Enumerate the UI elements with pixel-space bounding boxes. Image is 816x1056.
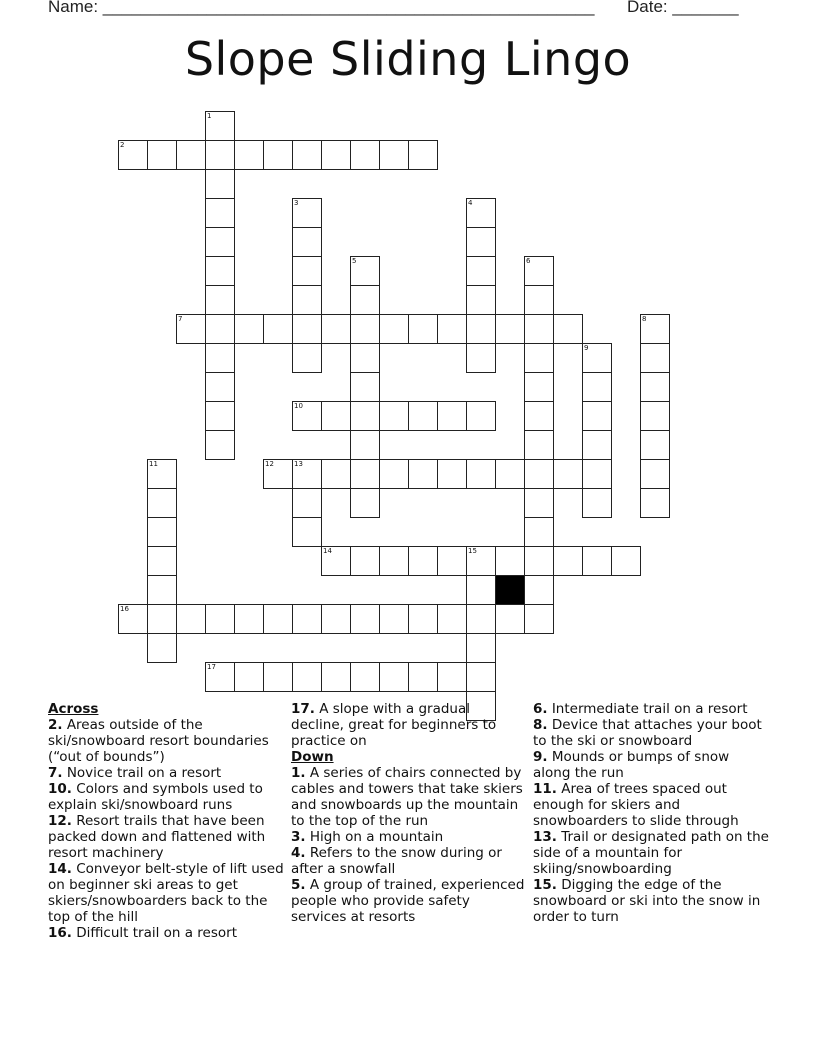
crossword-cell[interactable] [263, 140, 293, 170]
crossword-cell[interactable] [466, 343, 496, 373]
crossword-cell[interactable] [205, 314, 235, 344]
crossword-cell[interactable] [466, 662, 496, 692]
clue-text: Colors and symbols used to explain ski/snowboard runs [48, 781, 263, 813]
crossword-cell[interactable] [292, 604, 322, 634]
crossword-cell[interactable] [437, 314, 467, 344]
crossword-cell[interactable] [147, 488, 177, 518]
crossword-cell[interactable] [408, 546, 438, 576]
clue-item [533, 701, 769, 717]
crossword-cell[interactable] [379, 459, 409, 489]
crossword-cell[interactable] [205, 430, 235, 460]
clue-item [48, 813, 284, 861]
clue-number-label: 1 [207, 112, 212, 120]
crossword-cell[interactable] [582, 401, 612, 431]
across-clue-list [48, 717, 284, 941]
clue-text: A group of trained, experienced people who provide safety services at resorts [291, 877, 525, 925]
crossword-cell[interactable] [524, 459, 554, 489]
clues-column-3 [533, 701, 769, 925]
crossword-cell[interactable] [350, 546, 380, 576]
date-field-label: Date: _______ [627, 0, 739, 16]
clue-item [291, 877, 527, 925]
crossword-cell[interactable] [582, 546, 612, 576]
crossword-cell[interactable] [640, 430, 670, 460]
crossword-cell[interactable] [640, 488, 670, 518]
clue-number-label: 8 [642, 315, 647, 323]
clue-number-label: 13 [294, 460, 303, 468]
clue-number-label: 4 [468, 199, 473, 207]
crossword-cell[interactable] [582, 488, 612, 518]
crossword-cell[interactable] [524, 285, 554, 315]
crossword-cell[interactable] [205, 343, 235, 373]
crossword-cell[interactable] [640, 372, 670, 402]
crossword-cell[interactable] [495, 459, 525, 489]
crossword-cell[interactable] [147, 140, 177, 170]
clue-item [291, 845, 527, 877]
clue-item [48, 717, 284, 765]
crossword-cell[interactable] [466, 314, 496, 344]
crossword-cell[interactable] [292, 285, 322, 315]
crossword-cell[interactable] [350, 604, 380, 634]
clue-text: Difficult trail on a resort [71, 925, 238, 941]
crossword-cell[interactable] [524, 488, 554, 518]
crossword-cell[interactable] [640, 459, 670, 489]
clue-text: High on a mountain [305, 829, 444, 845]
crossword-cell[interactable] [408, 604, 438, 634]
clue-text: A series of chairs connected by cables and towers that take skiers and snowboards up the mountain to the top of the run [291, 765, 523, 829]
crossword-cell[interactable] [582, 372, 612, 402]
crossword-cell[interactable] [263, 604, 293, 634]
crossword-cell[interactable] [524, 546, 554, 576]
clue-item [533, 717, 769, 749]
clue-number-label: 16 [120, 605, 129, 613]
clue-number: 9. [533, 749, 548, 765]
crossword-cell[interactable] [524, 314, 554, 344]
clue-number: 16. [48, 925, 72, 941]
crossword-cell[interactable] [437, 546, 467, 576]
crossword-cell[interactable] [379, 546, 409, 576]
crossword-cell[interactable] [640, 343, 670, 373]
clue-text: Areas outside of the ski/snowboard resort boundaries (“out of bounds”) [48, 717, 269, 765]
down-clue-list [291, 765, 527, 925]
clue-number-label: 3 [294, 199, 299, 207]
crossword-cell[interactable] [379, 314, 409, 344]
crossword-cell[interactable] [321, 314, 351, 344]
clue-text: Digging the edge of the snowboard or ski into the snow in order to turn [533, 877, 761, 925]
clue-number-label: 2 [120, 141, 125, 149]
clue-number: 8. [533, 717, 548, 733]
clue-number: 4. [291, 845, 306, 861]
clue-number-label: 9 [584, 344, 589, 352]
crossword-cell[interactable] [524, 343, 554, 373]
crossword-cell[interactable] [437, 459, 467, 489]
clue-number-label: 17 [207, 663, 216, 671]
crossword-cell[interactable] [495, 604, 525, 634]
crossword-cell[interactable] [292, 343, 322, 373]
crossword-cell[interactable] [466, 575, 496, 605]
crossword-cell[interactable] [582, 430, 612, 460]
clue-text: Resort trails that have been packed down and flattened with resort machinery [48, 813, 266, 861]
crossword-cell[interactable] [147, 604, 177, 634]
crossword-cell[interactable] [147, 517, 177, 547]
crossword-cell[interactable] [350, 285, 380, 315]
clue-number-label: 14 [323, 547, 332, 555]
clue-item [48, 861, 284, 925]
crossword-cell[interactable] [379, 662, 409, 692]
crossword-cell[interactable] [350, 314, 380, 344]
crossword-cell[interactable] [408, 401, 438, 431]
clue-number: 13. [533, 829, 557, 845]
clue-number: 6. [533, 701, 548, 717]
clue-text: Trail or designated path on the side of a mountain for skiing/snowboarding [533, 829, 769, 877]
clue-number-label: 10 [294, 402, 303, 410]
clue-text: Conveyor belt-style of lift used on beginner ski areas to get skiers/snowboarders back to the top of the hill [48, 861, 284, 925]
crossword-cell[interactable] [408, 662, 438, 692]
clue-item [291, 829, 527, 845]
clue-number: 15. [533, 877, 557, 893]
clue-number: 12. [48, 813, 72, 829]
clue-number-label: 11 [149, 460, 158, 468]
crossword-cell[interactable] [292, 662, 322, 692]
crossword-cell[interactable] [350, 430, 380, 460]
clue-number-label: 12 [265, 460, 274, 468]
clue-number-label: 5 [352, 257, 357, 265]
crossword-cell[interactable] [466, 256, 496, 286]
across-heading: Across [48, 701, 99, 717]
clue-text: Novice trail on a resort [62, 765, 222, 781]
crossword-cell[interactable] [205, 227, 235, 257]
crossword-cell[interactable] [205, 169, 235, 199]
clue-item [533, 781, 769, 829]
crossword-cell[interactable] [234, 604, 264, 634]
crossword-cell[interactable] [524, 401, 554, 431]
crossword-cell[interactable] [524, 430, 554, 460]
crossword-cell[interactable] [379, 604, 409, 634]
crossword-cell[interactable] [321, 459, 351, 489]
crossword-cell[interactable] [147, 575, 177, 605]
crossword-cell[interactable] [205, 198, 235, 228]
crossword-cell[interactable] [147, 546, 177, 576]
clue-number: 17. [291, 701, 315, 717]
clue-number-label: 7 [178, 315, 183, 323]
crossword-cell[interactable] [205, 285, 235, 315]
crossword-cell[interactable] [263, 662, 293, 692]
crossword-cell[interactable] [350, 140, 380, 170]
crossword-cell[interactable] [350, 662, 380, 692]
crossword-cell[interactable] [553, 459, 583, 489]
crossword-cell[interactable] [524, 372, 554, 402]
crossword-cell[interactable] [321, 662, 351, 692]
crossword-cell[interactable] [176, 140, 206, 170]
clue-item [533, 877, 769, 925]
clue-number-label: 6 [526, 257, 531, 265]
clues-column-2 [291, 701, 527, 925]
crossword-cell[interactable] [611, 546, 641, 576]
clues-column-1 [48, 701, 284, 941]
crossword-cell[interactable] [350, 401, 380, 431]
clue-number-label: 15 [468, 547, 477, 555]
crossword-cell[interactable] [292, 227, 322, 257]
crossword-cell[interactable] [408, 459, 438, 489]
crossword-cell[interactable] [205, 604, 235, 634]
crossword-cell[interactable] [205, 401, 235, 431]
crossword-cell[interactable] [292, 488, 322, 518]
crossword-cell[interactable] [437, 662, 467, 692]
down-clue-list-continued [533, 701, 769, 925]
crossword-cell[interactable] [147, 633, 177, 663]
crossword-cell[interactable] [495, 546, 525, 576]
crossword-cell[interactable] [408, 140, 438, 170]
crossword-cell[interactable] [234, 662, 264, 692]
crossword-cell[interactable] [379, 401, 409, 431]
crossword-cell[interactable] [350, 343, 380, 373]
clue-number: 14. [48, 861, 72, 877]
crossword-cell[interactable] [437, 401, 467, 431]
crossword-cell[interactable] [466, 227, 496, 257]
crossword-cell[interactable] [524, 604, 554, 634]
crossword-cell[interactable] [350, 372, 380, 402]
crossword-cell[interactable] [466, 401, 496, 431]
across-clue-list-continued [291, 701, 527, 749]
clue-number: 7. [48, 765, 63, 781]
crossword-cell[interactable] [292, 517, 322, 547]
clue-text: Area of trees spaced out enough for skiers and snowboarders to slide through [533, 781, 739, 829]
crossword-cell[interactable] [292, 256, 322, 286]
clue-item [533, 829, 769, 877]
clue-number: 10. [48, 781, 72, 797]
crossword-cell[interactable] [466, 604, 496, 634]
clue-number: 11. [533, 781, 557, 797]
crossword-cell[interactable] [350, 459, 380, 489]
clue-text: Refers to the snow during or after a snowfall [291, 845, 502, 877]
crossword-cell[interactable] [524, 575, 554, 605]
crossword-cell[interactable] [234, 314, 264, 344]
crossword-cell[interactable] [524, 517, 554, 547]
clue-text: Device that attaches your boot to the ski or snowboard [533, 717, 762, 749]
clue-number: 3. [291, 829, 306, 845]
name-field-label: Name: ____________________________________________________ [48, 0, 595, 16]
crossword-cell[interactable] [234, 140, 264, 170]
crossword-cell[interactable] [437, 604, 467, 634]
crossword-cell[interactable] [292, 314, 322, 344]
clue-number: 2. [48, 717, 63, 733]
clue-item [48, 925, 284, 941]
crossword-cell[interactable] [205, 372, 235, 402]
crossword-cell[interactable] [321, 604, 351, 634]
page-title: Slope Sliding Lingo [184, 32, 632, 86]
crossword-cell[interactable] [321, 140, 351, 170]
crossword-cell[interactable] [379, 140, 409, 170]
clue-number: 1. [291, 765, 306, 781]
crossword-cell[interactable] [582, 459, 612, 489]
crossword-cell[interactable] [292, 140, 322, 170]
crossword-cell[interactable] [640, 401, 670, 431]
clue-item [533, 749, 769, 781]
clue-item [48, 781, 284, 813]
crossword-cell[interactable] [350, 488, 380, 518]
crossword-cell[interactable] [553, 314, 583, 344]
clue-number: 5. [291, 877, 306, 893]
clue-item [291, 765, 527, 829]
clue-item [291, 701, 527, 749]
clue-item [48, 765, 284, 781]
clue-text: Intermediate trail on a resort [547, 701, 748, 717]
crossword-cell[interactable] [408, 314, 438, 344]
shaded-square [495, 575, 525, 605]
crossword-cell[interactable] [205, 140, 235, 170]
crossword-cell[interactable] [495, 314, 525, 344]
down-heading: Down [291, 749, 334, 765]
crossword-cell[interactable] [176, 604, 206, 634]
crossword-cell[interactable] [466, 285, 496, 315]
clue-text: A slope with a gradual decline, great for beginners to practice on [291, 701, 497, 749]
crossword-cell[interactable] [553, 546, 583, 576]
crossword-cell[interactable] [466, 459, 496, 489]
crossword-cell[interactable] [321, 401, 351, 431]
crossword-cell[interactable] [205, 256, 235, 286]
clue-text: Mounds or bumps of snow along the run [533, 749, 730, 781]
crossword-cell[interactable] [466, 633, 496, 663]
crossword-cell[interactable] [263, 314, 293, 344]
